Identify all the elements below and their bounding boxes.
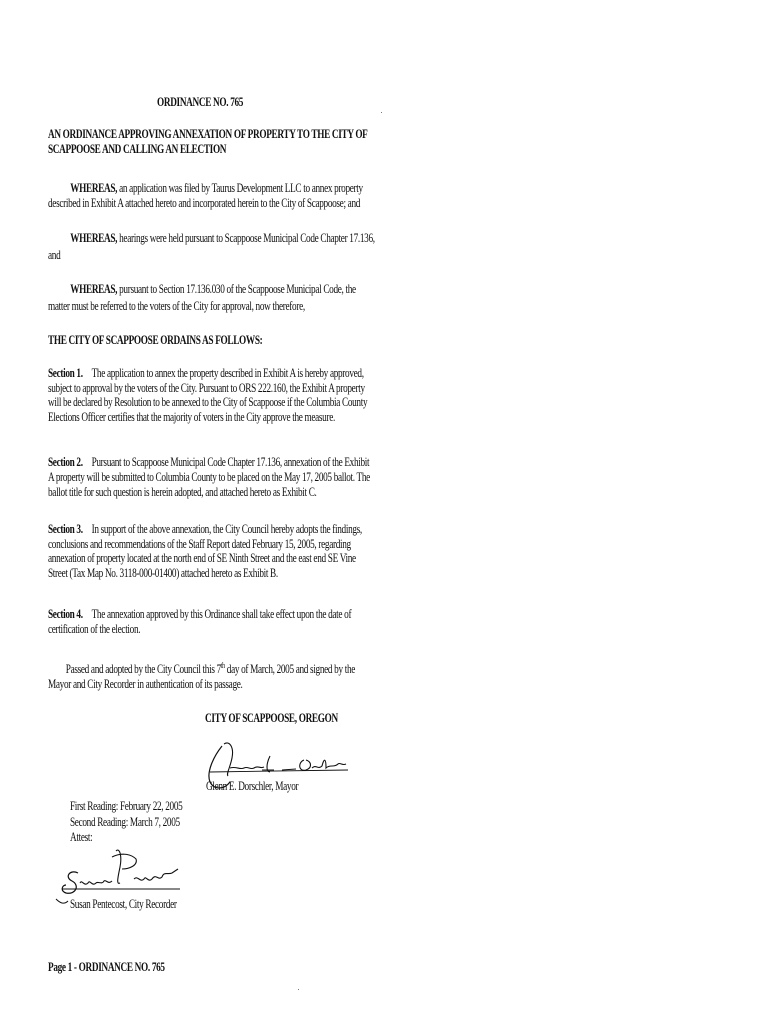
page-footer: Page 1 - ORDINANCE NO. 765: [48, 960, 165, 974]
passed-superscript: th: [220, 661, 225, 670]
whereas-3-line-2: matter must be referred to the voters of the City for approval, now therefore,: [48, 299, 305, 313]
section-3-line: annexation of property located at the north end of SE Ninth Street and the east end SE Vine: [48, 551, 356, 566]
first-reading: First Reading: February 22, 2005: [70, 799, 183, 813]
whereas-paragraph-2: [48, 231, 375, 263]
whereas-2-line-2: and: [48, 248, 61, 262]
whereas-1-line-2: described in Exhibit A attached hereto and incorporated herein to the City of Scappoose; and: [48, 196, 361, 210]
scan-speck: [381, 112, 382, 113]
section-1-line: Elections Officer certifies that the majority of voters in the City approve the measure.: [48, 409, 335, 424]
mayor-name: Glenn E. Dorschler, Mayor: [206, 779, 299, 793]
recorder-name: Susan Pentecost, City Recorder: [70, 897, 177, 911]
section-2-line: ballot title for such question is herein adopted, and attached hereto as Exhibit C.: [48, 485, 317, 499]
section-2: [48, 455, 370, 500]
city-name: CITY OF SCAPPOOSE, OREGON: [205, 711, 338, 725]
ordinance-heading: [48, 127, 367, 157]
section-2-line: Pursuant to Scappoose Municipal Code Chapter 17.136, annexation of the Exhibit: [91, 455, 370, 469]
section-1: [48, 366, 367, 424]
passed-text-part-2: day of March, 2005 and signed by the: [224, 662, 356, 676]
section-1-line: will be declared by Resolution to be annexed to the City of Scappoose if the Columbia County: [48, 395, 368, 409]
attest-label: Attest:: [70, 830, 93, 844]
section-2-line: A property will be submitted to Columbia County to be placed on the May 17, 2005 ballot. The: [48, 470, 370, 484]
section-3-label: Section 3.: [48, 522, 83, 536]
whereas-paragraph-3: [48, 282, 356, 314]
whereas-paragraph-1: [48, 181, 363, 211]
whereas-1-lead: WHEREAS,: [70, 181, 118, 195]
whereas-2-line-1: hearings were held pursuant to Scappoose Municipal Code Chapter 17.136,: [119, 231, 375, 245]
section-3-line: In support of the above annexation, the City Council hereby adopts the findings,: [91, 522, 362, 536]
passed-line-2: Mayor and City Recorder in authentication of its passage.: [48, 677, 243, 691]
readings-block: [70, 799, 182, 846]
heading-line-1: AN ORDINANCE APPROVING ANNEXATION OF PROPERTY TO THE CITY OF: [48, 127, 368, 141]
ordains-heading: THE CITY OF SCAPPOOSE ORDAINS AS FOLLOWS:: [48, 333, 263, 347]
section-1-line: The application to annex the property described in Exhibit A is hereby approved,: [91, 366, 364, 380]
whereas-3-lead: WHEREAS,: [70, 282, 118, 296]
section-4-line: certification of the election.: [48, 622, 141, 636]
passed-text-part-1: Passed and adopted by the City Council this 7: [65, 662, 221, 676]
section-4: [48, 607, 351, 637]
ordinance-title: ORDINANCE NO. 765: [157, 95, 244, 109]
section-4-line: The annexation approved by this Ordinance shall take effect upon the date of: [91, 607, 352, 621]
second-reading: Second Reading: March 7, 2005: [70, 814, 180, 829]
section-3-line: conclusions and recommendations of the Staff Report dated February 15, 2005, regarding: [48, 536, 351, 551]
whereas-1-line-1: an application was filed by Taurus Development LLC to annex property: [119, 181, 363, 195]
section-4-label: Section 4.: [48, 607, 83, 621]
whereas-2-lead: WHEREAS,: [70, 231, 118, 245]
whereas-3-line-1: pursuant to Section 17.136.030 of the Scappoose Municipal Code, the: [119, 282, 356, 296]
section-3-line: Street (Tax Map No. 3118-000-01400) attached hereto as Exhibit B.: [48, 566, 278, 581]
passed-paragraph: [48, 658, 355, 692]
scan-speck: [298, 989, 299, 990]
section-3: [48, 522, 362, 581]
section-2-label: Section 2.: [48, 455, 83, 469]
heading-line-2: SCAPPOOSE AND CALLING AN ELECTION: [48, 142, 227, 156]
section-1-line: subject to approval by the voters of the City. Pursuant to ORS 222.160, the Exhibit A property: [48, 380, 365, 395]
section-1-label: Section 1.: [48, 366, 83, 380]
